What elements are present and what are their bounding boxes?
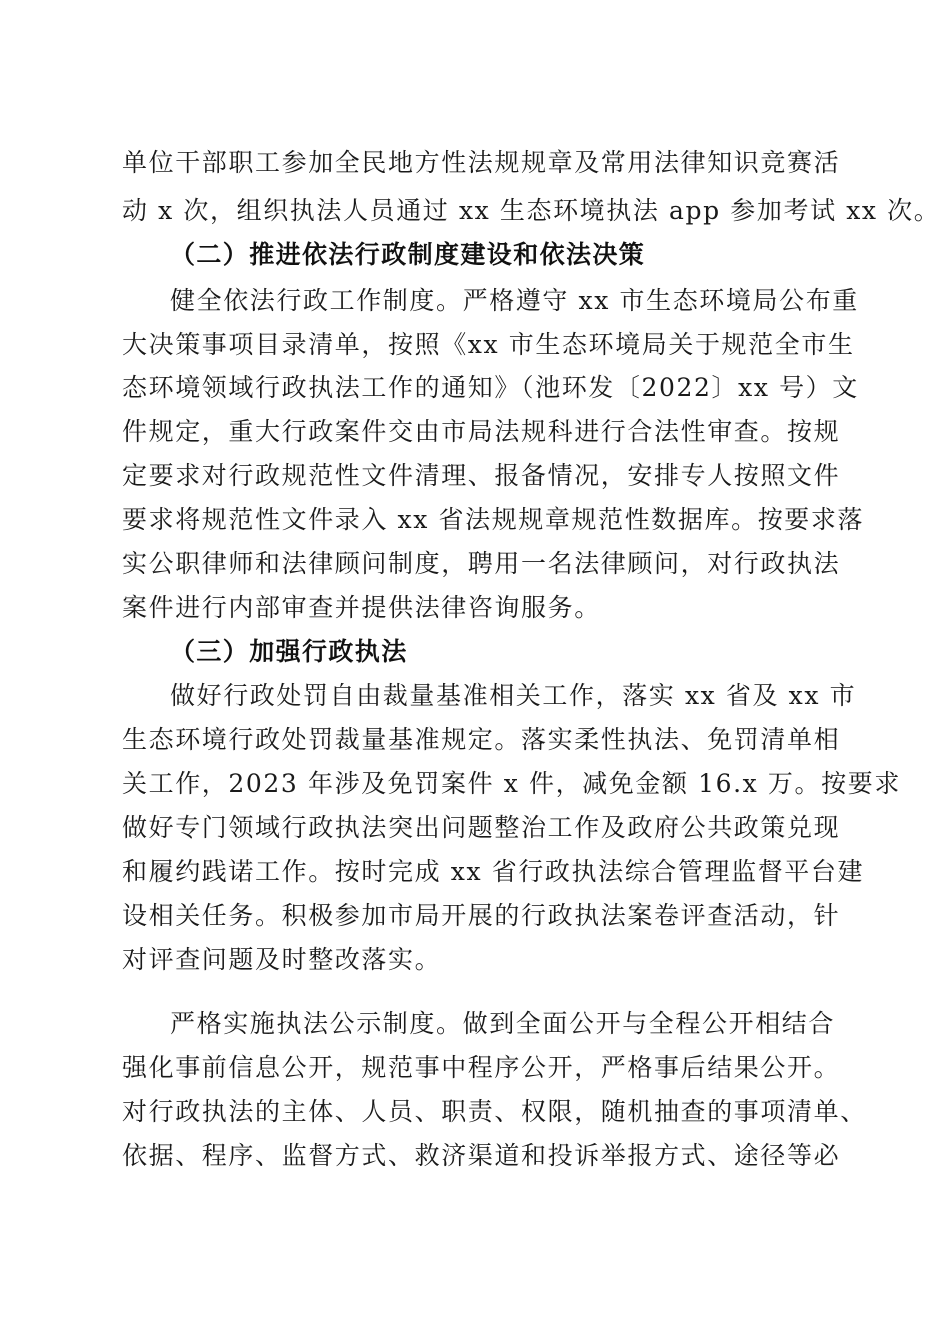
paragraph-line: 实公职律师和法律顾问制度，聘用一名法律顾问，对行政执法 [122, 549, 841, 578]
paragraph-line: 和履约践诺工作。按时完成 xx 省行政执法综合管理监督平台建 [122, 857, 865, 886]
paragraph-line: 态环境领域行政执法工作的通知》（池环发〔2022〕xx 号）文 [122, 373, 859, 402]
paragraph-line: 定要求对行政规范性文件清理、报备情况，安排专人按照文件 [122, 461, 841, 490]
paragraph-line: 要求将规范性文件录入 xx 省法规规章规范性数据库。按要求落 [122, 505, 865, 534]
paragraph-line: 案件进行内部审查并提供法律咨询服务。 [122, 593, 601, 622]
paragraph-line: 设相关任务。积极参加市局开展的行政执法案卷评查活动，针 [122, 901, 841, 930]
paragraph-line: 件规定，重大行政案件交由市局法规科进行合法性审查。按规 [122, 417, 841, 446]
paragraph-line: 健全依法行政工作制度。严格遵守 xx 市生态环境局公布重 [170, 286, 859, 315]
paragraph-line: 对评查问题及时整改落实。 [122, 945, 442, 974]
paragraph-line: 严格实施执法公示制度。做到全面公开与全程公开相结合 [170, 1009, 836, 1038]
paragraph-line: 动 x 次，组织执法人员通过 xx 生态环境执法 app 参加考试 xx 次。 [122, 196, 941, 225]
paragraph-line: 大决策事项目录清单，按照《xx 市生态环境局关于规范全市生 [122, 330, 855, 359]
paragraph-line: 做好专门领域行政执法突出问题整治工作及政府公共政策兑现 [122, 813, 841, 842]
paragraph-line: 单位干部职工参加全民地方性法规规章及常用法律知识竞赛活 [122, 148, 841, 177]
paragraph-line: 对行政执法的主体、人员、职责、权限，随机抽查的事项清单、 [122, 1097, 867, 1126]
section-heading-2: （二）推进依法行政制度建设和依法决策 [170, 240, 646, 269]
section-heading-3: （三）加强行政执法 [170, 637, 408, 666]
paragraph-line: 强化事前信息公开，规范事中程序公开，严格事后结果公开。 [122, 1053, 841, 1082]
paragraph-line: 关工作，2023 年涉及免罚案件 x 件，减免金额 16.x 万。按要求 [122, 769, 901, 798]
paragraph-line: 做好行政处罚自由裁量基准相关工作，落实 xx 省及 xx 市 [170, 681, 857, 710]
paragraph-line: 依据、程序、监督方式、救济渠道和投诉举报方式、途径等必 [122, 1141, 841, 1170]
paragraph-line: 生态环境行政处罚裁量基准规定。落实柔性执法、免罚清单相 [122, 725, 841, 754]
